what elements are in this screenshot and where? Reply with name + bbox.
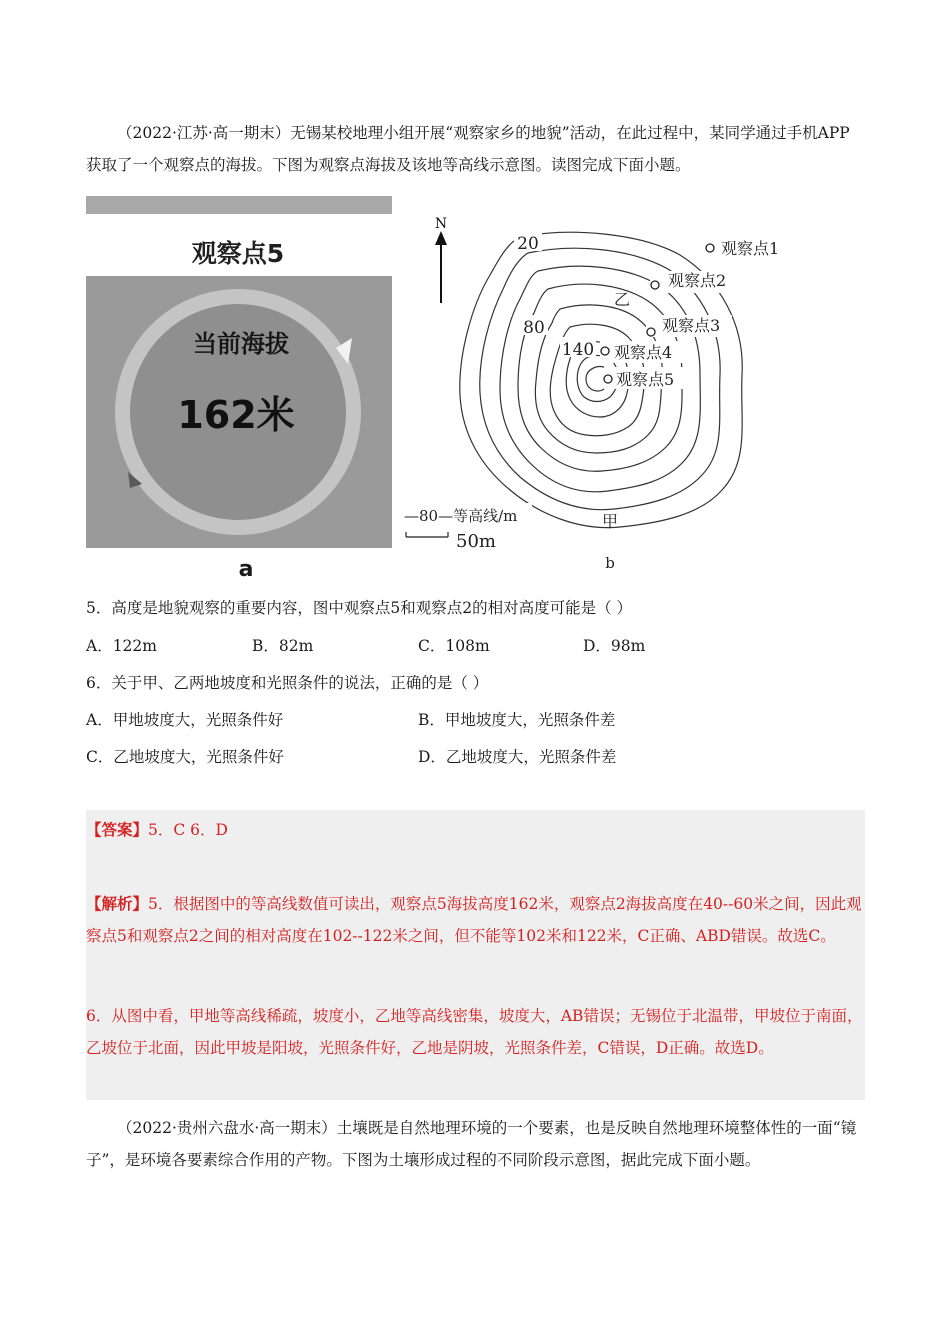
figure-a-elevation-value: 162米 xyxy=(177,393,295,437)
question-6-option-c: C．乙地坡度大，光照条件好 xyxy=(86,748,284,766)
contour-label-20: 20 xyxy=(517,234,539,254)
question-5-stem: 5．高度是地貌观察的重要内容，图中观察点5和观察点2的相对高度可能是（ ） xyxy=(86,599,633,617)
figure-a-label: 当前海拔 xyxy=(193,330,289,358)
figure-b-caption: b xyxy=(605,554,615,572)
question-6-option-d: D．乙地坡度大，光照条件差 xyxy=(418,748,617,766)
observation-point-4-icon xyxy=(601,347,609,355)
figure-b-contour-map xyxy=(400,205,780,575)
observation-point-3-label: 观察点3 xyxy=(662,316,721,335)
legend-contour: —80—等高线/m xyxy=(404,507,518,525)
observation-point-1-label: 观察点1 xyxy=(721,239,780,258)
observation-point-3-icon xyxy=(647,328,655,336)
north-arrow-icon xyxy=(435,216,447,303)
place-label-jia: 甲 xyxy=(601,512,619,531)
answer-line xyxy=(86,814,865,846)
figure-a-caption: a xyxy=(238,557,254,582)
observation-point-5-icon xyxy=(604,375,612,383)
analysis-text-1: 5．根据图中的等高线数值可读出，观察点5海拔高度162米，观察点2海拔高度在40--60米之间，因此观察点5和观察点2之间的相对高度在102--122米之间，但不能等102米和122米，C正确、ABD错误。故选C。 xyxy=(86,895,862,945)
place-label-yi: 乙 xyxy=(613,290,631,309)
observation-point-2-icon xyxy=(651,281,659,289)
intro-paragraph-1: （2022·江苏·高一期末）无锡某校地理小组开展“观察家乡的地貌”活动，在此过程中，某同学通过手机APP获取了一个观察点的海拔。下图为观察点海拔及该地等高线示意图。读图完成下面小题。 xyxy=(86,124,850,174)
observation-point-5-label: 观察点5 xyxy=(616,370,675,389)
intro-paragraph-2: （2022·贵州六盘水·高一期末）土壤既是自然地理环境的一个要素，也是反映自然地理环境整体性的一面“镜子”，是环境各要素综合作用的产物。下图为土壤形成过程的不同阶段示意图，据此完成下面小题。 xyxy=(86,1119,857,1169)
answer-tag: 【答案】 xyxy=(86,820,149,839)
analysis-paragraph-2: 6．从图中看，甲地等高线稀疏，坡度小，乙地等高线密集，坡度大，AB错误；无锡位于北温带，甲坡位于南面，乙坡位于北面，因此甲坡是阳坡，光照条件好，乙地是阴坡，光照条件差，C错误，D正确。故选D。 xyxy=(86,1007,863,1057)
question-5-option-b: B．82m xyxy=(252,637,314,655)
question-5-option-a: A．122m xyxy=(86,637,157,655)
question-5-option-d: D．98m xyxy=(583,637,646,655)
observation-point-4-label: 观察点4 xyxy=(614,343,673,362)
question-6-stem: 6．关于甲、乙两地坡度和光照条件的说法，正确的是（ ） xyxy=(86,674,489,692)
observation-point-2-label: 观察点2 xyxy=(668,271,727,290)
answer-analysis-box xyxy=(86,810,865,1100)
analysis-tag: 【解析】 xyxy=(86,894,149,913)
question-6-option-b: B．甲地坡度大，光照条件差 xyxy=(418,711,616,729)
legend-scale: 50m xyxy=(456,531,496,552)
figure-a-phone-elevation xyxy=(86,196,392,580)
answer-text: 5．C 6．D xyxy=(148,821,228,839)
figure-a-title: 观察点5 xyxy=(191,239,285,268)
contour-label-80: 80 xyxy=(523,318,545,338)
question-5-option-c: C．108m xyxy=(418,637,490,655)
question-6-option-a: A．甲地坡度大，光照条件好 xyxy=(86,711,284,729)
observation-point-1-icon xyxy=(706,244,714,252)
analysis-paragraph-1 xyxy=(86,888,865,952)
contour-label-140: 140 xyxy=(561,340,595,360)
svg-text:N: N xyxy=(434,216,448,232)
